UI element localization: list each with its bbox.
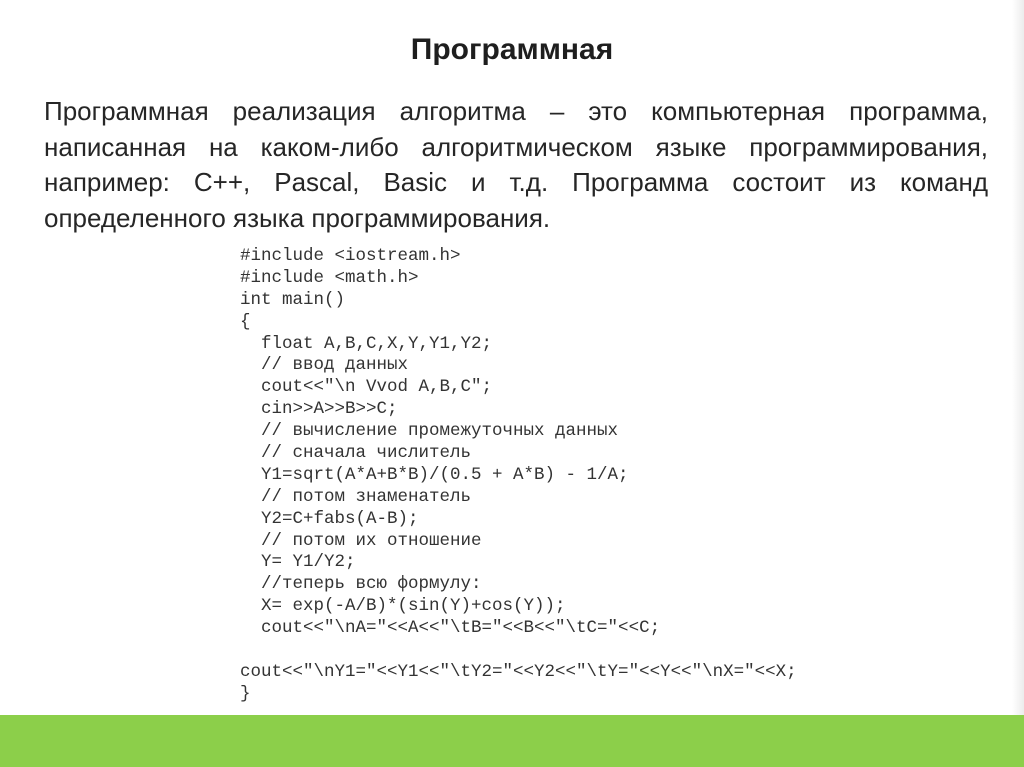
code-line: X= exp(-A/B)*(sin(Y)+cos(Y));: [240, 596, 566, 617]
code-line: Y2=C+fabs(A-B);: [240, 508, 419, 529]
code-line-blank: [240, 640, 940, 662]
code-line: cout<<"\n Vvod A,B,C";: [240, 377, 493, 398]
code-line: // ввод данных: [240, 355, 409, 376]
code-line: // потом знаменатель: [240, 486, 472, 507]
code-line: // потом их отношение: [240, 530, 482, 551]
code-line: // сначала числитель: [240, 443, 472, 464]
code-line: //теперь всю формулу:: [240, 574, 482, 595]
footer-bar: [0, 715, 1024, 767]
code-listing: [240, 246, 940, 706]
code-line: cout<<"\nA="<<A<<"\tB="<<B<<"\tC="<<C;: [240, 618, 661, 639]
slide-edge-shadow: [1012, 0, 1024, 715]
code-line: }: [240, 683, 251, 704]
code-line: cin>>A>>B>>C;: [240, 399, 398, 420]
body-paragraph: Программная реализация алгоритма – это компьютерная программа, написанная на каком-либо алгоритмическом языке программирования, например: C++, Pascal, Basic и т.д. Программа состоит из команд определенного языка программирования.: [44, 96, 988, 233]
code-line: #include <math.h>: [240, 267, 419, 288]
code-line: cout<<"\nY1="<<Y1<<"\tY2="<<Y2<<"\tY="<<Y<<"\nX="<<X;: [240, 661, 797, 682]
code-line: Y= Y1/Y2;: [240, 552, 356, 573]
code-line: #include <iostream.h>: [240, 246, 461, 266]
code-line: int main(): [240, 289, 346, 310]
code-line: float A,B,C,X,Y,Y1,Y2;: [240, 333, 493, 354]
code-line: {: [240, 311, 251, 332]
code-line: Y1=sqrt(A*A+B*B)/(0.5 + A*B) - 1/A;: [240, 464, 629, 485]
code-line: // вычисление промежуточных данных: [240, 421, 619, 442]
slide-title: Программная: [410, 33, 614, 66]
